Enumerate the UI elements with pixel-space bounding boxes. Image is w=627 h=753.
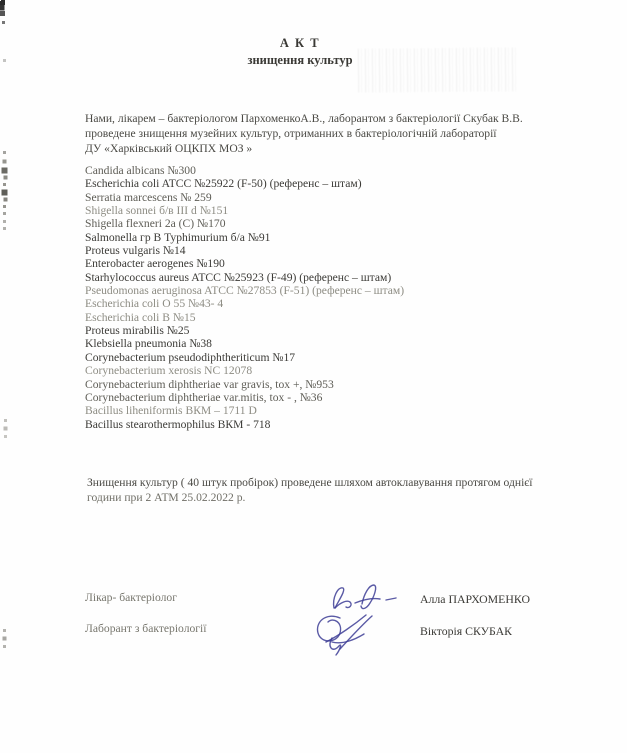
culture-item: Shigella flexneri 2a (C) №170 [85,217,226,231]
culture-item: Corynebacterium xerosis NC 12078 [85,364,253,378]
culture-item: Shigella sonnei б/в III d №151 [85,204,229,218]
signer-name-skubak: Вікторія СКУБАК [420,624,513,638]
culture-item: Escherichia coli ATCC №25922 (F-50) (референс – штам) [85,177,362,191]
culture-item: Bacillus liheniformis ВКМ – 1711 D [85,404,257,418]
handwritten-signature-skubak [310,608,388,658]
title-subtitle: знищення культур [247,53,353,67]
title-act: А К Т [279,36,321,50]
culture-item: Bacillus stearothermophilus ВКМ - 718 [85,417,271,431]
culture-item: Starhylococcus aureus ATCC №25923 (F-49) (референс – штам) [85,270,392,284]
culture-item: Salmonella гр В Typhimurium б/а №91 [85,230,271,244]
statement-line-2: години при 2 АТМ 25.02.2022 р. [87,490,246,504]
intro-paragraph [85,112,565,156]
culture-item: Escherichia coli O 55 №43- 4 [85,297,224,311]
scan-artifacts-left-edge [0,0,1,1]
destruction-statement [87,476,607,505]
culture-item: Corynebacterium diphtheriae var gravis, tox +, №953 [85,377,334,391]
signer-name-parkhomenko: Алла ПАРХОМЕНКО [420,592,530,606]
culture-item: Proteus vulgaris №14 [85,244,186,258]
culture-item: Serratia marcescens № 259 [85,190,212,204]
culture-item: Klebsiella pneumonia №38 [85,337,212,351]
document-title [0,36,600,68]
culture-item: Corynebacterium pseudodiphtheriticum №17 [85,350,296,364]
signature-role-lab-assistant: Лаборант з бактеріології [85,622,207,635]
culture-item: Enterobacter aerogenes №190 [85,257,225,271]
intro-line-1: Нами, лікарем – бактеріологом ПархоменкоА.В., лаборантом з бактеріології Скубак В.В. [85,112,523,125]
culture-item: Escherichia coli B №15 [85,310,196,324]
culture-item: Corynebacterium diphtheriae var.mitis, tox - , №36 [85,390,323,404]
culture-list [85,164,565,431]
culture-item: Pseudomonas aeruginosa ATCC №27853 (F-51) (референс – штам) [85,284,405,298]
culture-item: Candida albicans №300 [85,164,196,177]
culture-item: Proteus mirabilis №25 [85,324,190,338]
intro-line-2: проведене знищення музейних культур, отриманних в бактеріологічній лабораторії [85,126,497,140]
intro-line-3: ДУ «Харківський ОЦКПХ МОЗ » [85,141,253,155]
statement-line-1: Знищення культур ( 40 штук пробірок) проведене шляхом автоклавування протягом однієї [87,476,533,489]
signature-role-doctor: Лікар- бактеріолог [85,591,177,604]
